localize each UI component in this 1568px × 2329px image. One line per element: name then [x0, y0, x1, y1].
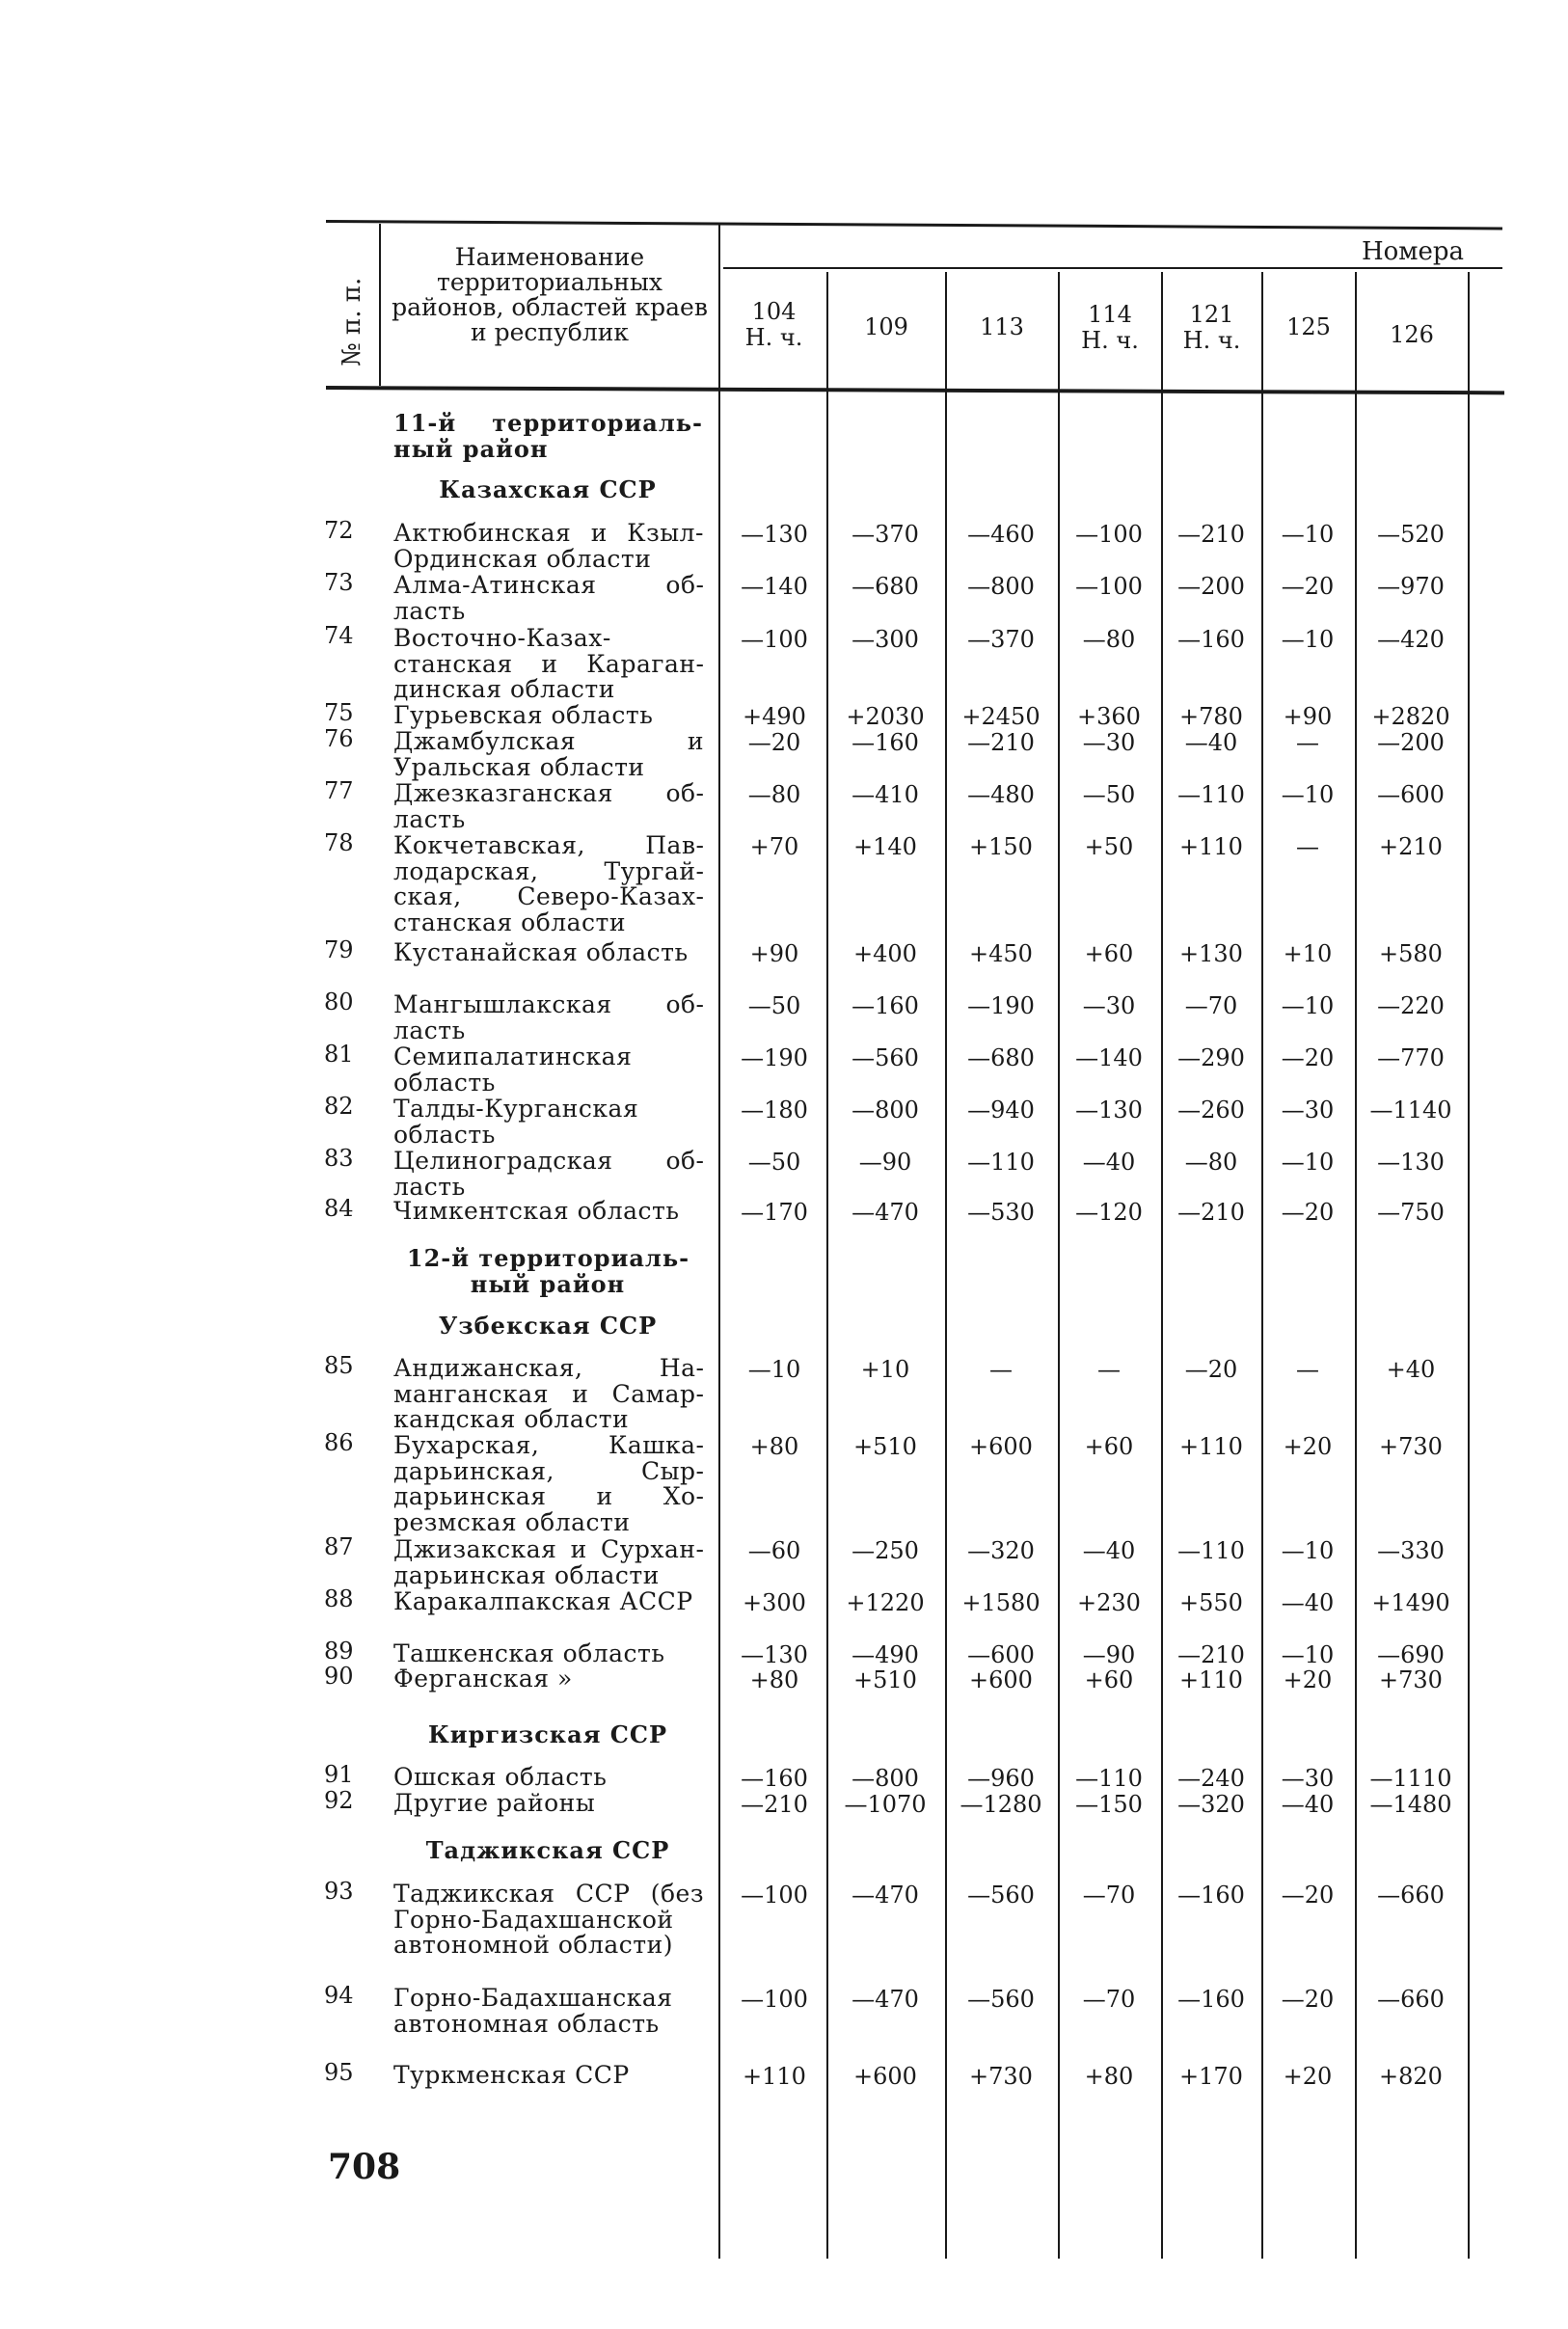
- table-cell: +40: [1386, 1356, 1436, 1383]
- col-header-113: 113: [980, 313, 1024, 340]
- col-header-121: 121 Н. ч.: [1182, 301, 1241, 354]
- table-cell: +170: [1179, 2063, 1243, 2090]
- table-cell: +60: [1084, 1433, 1134, 1460]
- table-cell: —10: [1281, 1149, 1335, 1176]
- table-cell: —160: [1177, 1882, 1245, 1909]
- row-name: Таджикская ССР (без Горно-Бадахшанской автономной области): [393, 1880, 704, 1959]
- table-cell: +10: [1283, 940, 1333, 967]
- table-cell: —130: [741, 521, 808, 548]
- table-cell: —180: [741, 1097, 808, 1124]
- table-cell: —290: [1177, 1044, 1245, 1071]
- col-header-125: 125: [1286, 313, 1331, 340]
- table-cell: +210: [1379, 833, 1443, 860]
- col-rule-6: [1355, 272, 1357, 2259]
- table-cell: —330: [1377, 1537, 1445, 1564]
- row-name: Каракалпакская АССР: [393, 1587, 693, 1615]
- table-cell: —20: [1281, 1986, 1335, 2013]
- table-cell: —60: [747, 1537, 801, 1564]
- table-cell: —320: [967, 1537, 1035, 1564]
- col-rule-2: [945, 272, 947, 2259]
- table-cell: —970: [1377, 573, 1445, 600]
- row-name: Джезказганская область: [393, 779, 704, 833]
- row-number: 85: [324, 1352, 354, 1379]
- table-cell: —110: [1177, 1537, 1245, 1564]
- table-cell: —800: [967, 573, 1035, 600]
- table-cell: +400: [853, 940, 917, 967]
- table-cell: —470: [852, 1986, 919, 2013]
- table-cell: +90: [749, 940, 799, 967]
- row-number-header: № п. п.: [338, 277, 366, 366]
- table-cell: +70: [749, 833, 799, 860]
- table-cell: —240: [1177, 1765, 1245, 1792]
- table-cell: +60: [1084, 940, 1134, 967]
- table-cell: +820: [1379, 2063, 1443, 2090]
- row-number: 93: [324, 1878, 354, 1905]
- row-number: 75: [324, 699, 354, 726]
- table-cell: —170: [741, 1199, 808, 1226]
- table-cell: —480: [967, 781, 1035, 808]
- row-name: Туркменская ССР: [393, 2061, 630, 2089]
- table-cell: —210: [1177, 1641, 1245, 1668]
- table-cell: —10: [1281, 1537, 1335, 1564]
- table-cell: —40: [1281, 1589, 1335, 1616]
- table-cell: +730: [1379, 1666, 1443, 1693]
- table-cell: +50: [1084, 833, 1134, 860]
- table-cell: —10: [1281, 521, 1335, 548]
- table-cell: +140: [853, 833, 917, 860]
- table-cell: —1480: [1369, 1791, 1452, 1818]
- row-name: Ошская область: [393, 1763, 608, 1791]
- row-number: 94: [324, 1982, 354, 2009]
- row-number: 86: [324, 1429, 354, 1456]
- table-cell: —70: [1184, 992, 1238, 1019]
- table-cell: +510: [853, 1433, 917, 1460]
- table-cell: —200: [1377, 729, 1445, 756]
- row-name: Джизакская и Сурхандарьинская области: [393, 1535, 704, 1589]
- table-cell: +600: [853, 2063, 917, 2090]
- table-cell: +90: [1283, 703, 1333, 730]
- table-cell: —690: [1377, 1641, 1445, 1668]
- table-cell: —110: [1177, 781, 1245, 808]
- table-cell: +450: [969, 940, 1033, 967]
- table-cell: —470: [852, 1199, 919, 1226]
- table-cell: —40: [1281, 1791, 1335, 1818]
- table-cell: +730: [969, 2063, 1033, 2090]
- col-rule-7: [1468, 272, 1470, 2259]
- table-cell: +110: [1179, 833, 1243, 860]
- table-cell: —530: [967, 1199, 1035, 1226]
- table-cell: —220: [1377, 992, 1445, 1019]
- col-rule-num: [379, 224, 381, 386]
- row-number: 82: [324, 1093, 354, 1120]
- col-header-126: 126: [1390, 321, 1434, 348]
- row-name: Алма-Атинская область: [393, 571, 704, 625]
- header-bottom-rule: [326, 386, 1504, 394]
- table-cell: +80: [1084, 2063, 1134, 2090]
- col-header-109: 109: [864, 313, 908, 340]
- table-cell: —210: [967, 729, 1035, 756]
- table-cell: —250: [852, 1537, 919, 1564]
- row-name: Чимкентская область: [393, 1197, 680, 1225]
- table-cell: —1140: [1369, 1097, 1452, 1124]
- table-cell: —210: [741, 1791, 808, 1818]
- table-cell: —: [989, 1356, 1013, 1383]
- col-rule-3: [1058, 272, 1060, 2259]
- table-cell: +580: [1379, 940, 1443, 967]
- row-number: 87: [324, 1533, 354, 1560]
- table-cell: +60: [1084, 1666, 1134, 1693]
- table-cell: +300: [743, 1589, 806, 1616]
- table-cell: —30: [1281, 1765, 1335, 1792]
- row-name: Гурьевская область: [393, 701, 654, 729]
- row-name: Семипалатинская область: [393, 1043, 633, 1097]
- table-cell: —460: [967, 521, 1035, 548]
- row-number: 92: [324, 1787, 354, 1814]
- table-cell: —600: [1377, 781, 1445, 808]
- col-rule-1: [826, 272, 828, 2259]
- table-cell: —80: [1082, 626, 1136, 653]
- table-cell: —300: [852, 626, 919, 653]
- table-cell: +510: [853, 1666, 917, 1693]
- table-cell: —130: [1377, 1149, 1445, 1176]
- table-cell: —680: [967, 1044, 1035, 1071]
- section-heading: Киргизская ССР: [427, 1720, 668, 1748]
- row-name: Другие районы: [393, 1789, 596, 1817]
- section-heading: 12-й территориальный район: [406, 1244, 689, 1298]
- row-name: Ташкенская область: [393, 1639, 665, 1667]
- row-name: Актюбинская и Кзыл-Ординская области: [393, 519, 704, 573]
- table-cell: +1490: [1371, 1589, 1450, 1616]
- table-cell: —40: [1184, 729, 1238, 756]
- table-cell: —160: [1177, 626, 1245, 653]
- table-cell: —90: [1082, 1641, 1136, 1668]
- row-name: Кустанайская область: [393, 938, 689, 966]
- table-cell: —160: [1177, 1986, 1245, 2013]
- table-cell: —20: [1184, 1356, 1238, 1383]
- table-cell: —100: [741, 1882, 808, 1909]
- table-cell: —160: [852, 992, 919, 1019]
- section-heading: Таджикская ССР: [425, 1836, 670, 1864]
- table-cell: +150: [969, 833, 1033, 860]
- table-cell: +110: [1179, 1666, 1243, 1693]
- table-cell: +730: [1379, 1433, 1443, 1460]
- top-rule: [326, 220, 1502, 230]
- table-cell: —260: [1177, 1097, 1245, 1124]
- table-cell: —20: [1281, 1199, 1335, 1226]
- table-cell: —100: [741, 626, 808, 653]
- table-cell: —560: [967, 1882, 1035, 1909]
- table-cell: +230: [1077, 1589, 1141, 1616]
- table-cell: —: [1296, 833, 1319, 860]
- table-cell: —20: [1281, 1044, 1335, 1071]
- table-cell: —520: [1377, 521, 1445, 548]
- table-cell: +2820: [1371, 703, 1450, 730]
- table-cell: —10: [1281, 992, 1335, 1019]
- table-cell: +360: [1077, 703, 1141, 730]
- table-cell: —410: [852, 781, 919, 808]
- table-cell: +20: [1283, 2063, 1333, 2090]
- section-heading: Казахская ССР: [439, 475, 657, 503]
- table-cell: —40: [1082, 1149, 1136, 1176]
- section-heading: 11-й территориальный район: [393, 409, 702, 463]
- table-cell: —: [1296, 1356, 1319, 1383]
- row-number: 81: [324, 1041, 354, 1068]
- table-cell: —130: [741, 1641, 808, 1668]
- table-cell: —20: [747, 729, 801, 756]
- row-name: Кокчетавская, Павлодарская, Тургайская, Северо-Казахстанская области: [393, 831, 704, 936]
- table-cell: +600: [969, 1433, 1033, 1460]
- table-cell: —370: [967, 626, 1035, 653]
- table-cell: —600: [967, 1641, 1035, 1668]
- table-cell: +80: [749, 1666, 799, 1693]
- table-cell: +10: [860, 1356, 910, 1383]
- table-cell: —10: [1281, 1641, 1335, 1668]
- row-number: 95: [324, 2059, 354, 2086]
- table-cell: —190: [741, 1044, 808, 1071]
- group-rule: [723, 267, 1502, 269]
- table-cell: —1070: [844, 1791, 927, 1818]
- table-cell: +550: [1179, 1589, 1243, 1616]
- table-cell: —800: [852, 1097, 919, 1124]
- row-number: 91: [324, 1761, 354, 1788]
- table-cell: —1110: [1369, 1765, 1452, 1792]
- table-cell: —: [1296, 729, 1319, 756]
- table-cell: —50: [747, 992, 801, 1019]
- table-cell: +490: [743, 703, 806, 730]
- table-cell: —30: [1082, 992, 1136, 1019]
- row-name: Ферганская »: [393, 1665, 573, 1693]
- table-cell: +20: [1283, 1433, 1333, 1460]
- table-cell: —160: [741, 1765, 808, 1792]
- col-rule-4: [1161, 272, 1163, 2259]
- table-cell: —940: [967, 1097, 1035, 1124]
- table-cell: —190: [967, 992, 1035, 1019]
- row-name: Талды-Курганская область: [393, 1095, 639, 1149]
- table-cell: —70: [1082, 1882, 1136, 1909]
- table-cell: —370: [852, 521, 919, 548]
- table-cell: —680: [852, 573, 919, 600]
- table-cell: —10: [1281, 781, 1335, 808]
- table-cell: —420: [1377, 626, 1445, 653]
- row-number: 77: [324, 777, 354, 804]
- row-name: Джамбулская и Уральская области: [393, 727, 704, 781]
- table-cell: +1580: [961, 1589, 1041, 1616]
- table-cell: —490: [852, 1641, 919, 1668]
- row-name: Андижанская, Наманганская и Самаркандская области: [393, 1354, 704, 1433]
- table-cell: —800: [852, 1765, 919, 1792]
- table-cell: —100: [741, 1986, 808, 2013]
- table-cell: +110: [743, 2063, 806, 2090]
- row-number: 79: [324, 936, 354, 963]
- row-name: Горно-Бадахшанская автономная область: [393, 1984, 673, 2038]
- table-cell: —30: [1082, 729, 1136, 756]
- table-cell: —100: [1075, 573, 1143, 600]
- table-cell: —320: [1177, 1791, 1245, 1818]
- table-cell: —770: [1377, 1044, 1445, 1071]
- table-cell: —70: [1082, 1986, 1136, 2013]
- table-cell: —140: [741, 573, 808, 600]
- table-cell: —80: [1184, 1149, 1238, 1176]
- table-cell: —210: [1177, 521, 1245, 548]
- group-header: Номера: [1361, 237, 1465, 266]
- table-cell: —660: [1377, 1986, 1445, 2013]
- section-heading: Узбекская ССР: [438, 1312, 658, 1340]
- col-header-104: 104 Н. ч.: [744, 298, 803, 351]
- row-number: 76: [324, 725, 354, 752]
- table-cell: —560: [967, 1986, 1035, 2013]
- row-number: 72: [324, 517, 354, 544]
- table-cell: —1280: [960, 1791, 1042, 1818]
- table-cell: —210: [1177, 1199, 1245, 1226]
- table-cell: —660: [1377, 1882, 1445, 1909]
- row-number: 90: [324, 1663, 354, 1690]
- row-number: 83: [324, 1145, 354, 1172]
- table-cell: +110: [1179, 1433, 1243, 1460]
- row-number: 78: [324, 829, 354, 856]
- row-number: 84: [324, 1195, 354, 1222]
- table-cell: —560: [852, 1044, 919, 1071]
- table-cell: —110: [1075, 1765, 1143, 1792]
- row-number: 73: [324, 569, 354, 596]
- table-cell: —: [1097, 1356, 1121, 1383]
- table-cell: —160: [852, 729, 919, 756]
- table-cell: —110: [967, 1149, 1035, 1176]
- table-cell: +20: [1283, 1666, 1333, 1693]
- table-cell: +80: [749, 1433, 799, 1460]
- table-cell: —750: [1377, 1199, 1445, 1226]
- col-rule-5: [1261, 272, 1263, 2259]
- table-cell: —960: [967, 1765, 1035, 1792]
- table-cell: —10: [1281, 626, 1335, 653]
- row-number: 89: [324, 1638, 354, 1665]
- table-cell: —40: [1082, 1537, 1136, 1564]
- page-number: 708: [328, 2147, 401, 2187]
- row-number: 88: [324, 1585, 354, 1612]
- table-cell: —50: [747, 1149, 801, 1176]
- table-cell: —100: [1075, 521, 1143, 548]
- table-cell: +2030: [846, 703, 925, 730]
- row-name: Целиноградская область: [393, 1147, 704, 1201]
- table-cell: —470: [852, 1882, 919, 1909]
- row-name: Мангышлакская область: [393, 990, 704, 1044]
- table-cell: —50: [1082, 781, 1136, 808]
- col-header-114: 114 Н. ч.: [1081, 301, 1139, 354]
- name-column-header: Наименование территориальных районов, областей краев и республик: [392, 243, 708, 346]
- table-cell: —140: [1075, 1044, 1143, 1071]
- table-cell: —20: [1281, 573, 1335, 600]
- table-cell: —90: [858, 1149, 912, 1176]
- table-cell: +600: [969, 1666, 1033, 1693]
- row-number: 80: [324, 988, 354, 1016]
- table-cell: +1220: [846, 1589, 925, 1616]
- table-cell: —80: [747, 781, 801, 808]
- table-cell: —130: [1075, 1097, 1143, 1124]
- table-cell: +2450: [961, 703, 1041, 730]
- table-cell: +130: [1179, 940, 1243, 967]
- row-name: Восточно-Казахстанская и Карагандинская области: [393, 624, 704, 703]
- row-number: 74: [324, 622, 354, 649]
- table-cell: —20: [1281, 1882, 1335, 1909]
- row-name: Бухарская, Кашкадарьинская, Сырдарьинская и Хорезмская области: [393, 1431, 704, 1536]
- table-cell: —120: [1075, 1199, 1143, 1226]
- table-cell: +780: [1179, 703, 1243, 730]
- table-cell: —30: [1281, 1097, 1335, 1124]
- table-cell: —10: [747, 1356, 801, 1383]
- table-cell: —150: [1075, 1791, 1143, 1818]
- table-cell: —200: [1177, 573, 1245, 600]
